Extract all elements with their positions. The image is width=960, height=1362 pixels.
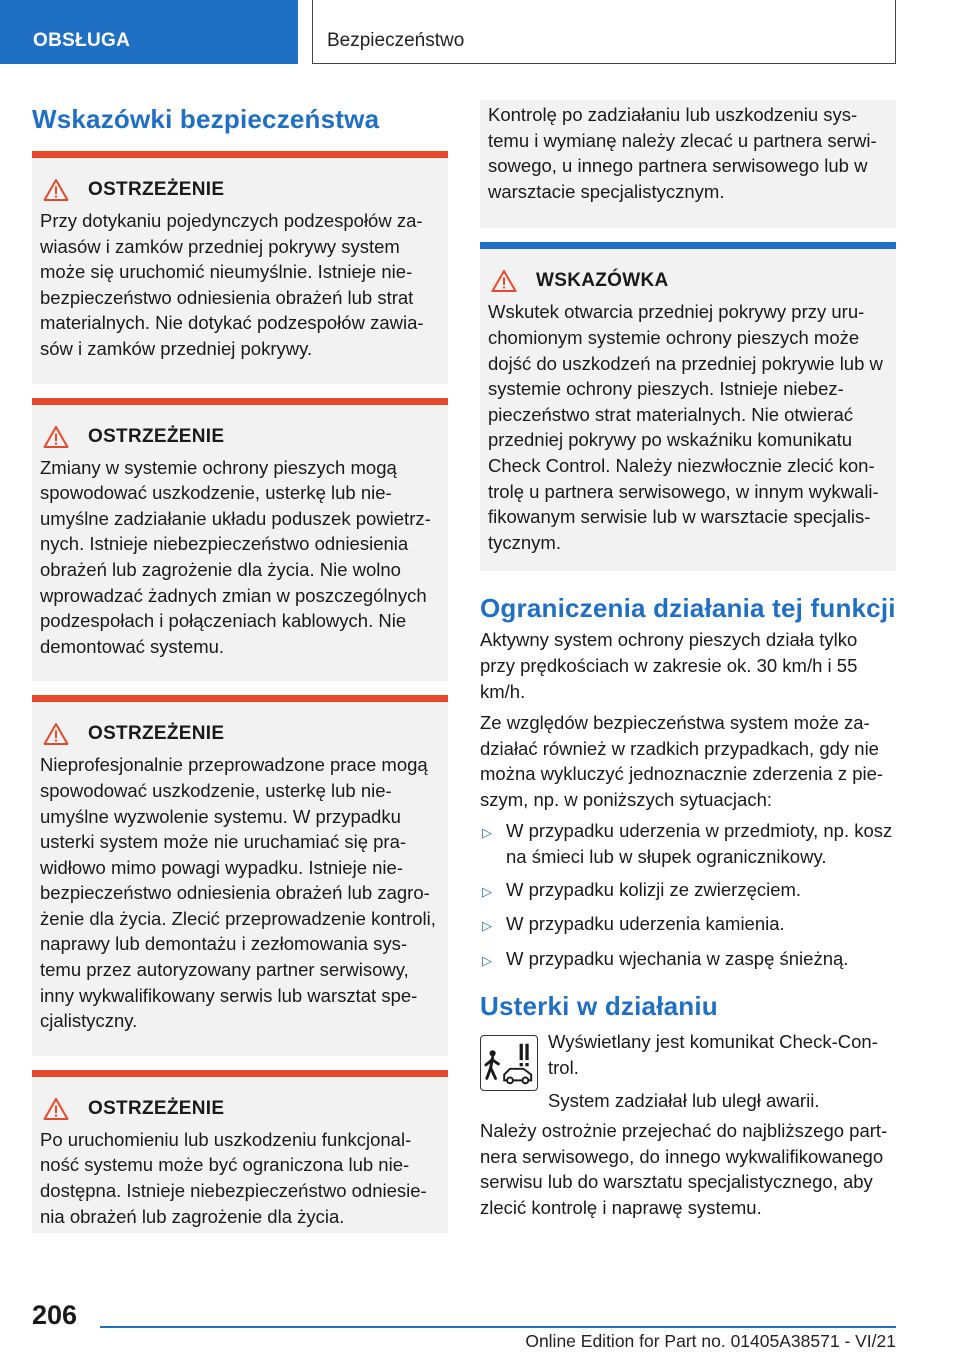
left-column <box>32 96 448 1233</box>
footer-divider <box>100 1326 896 1328</box>
fault-message-text: Wyświetlany jest komunikat Check-Control. <box>548 1031 878 1079</box>
continued-warning-text: Kontrolę po zadziałaniu lub uszkodzeniu systemu i wymianę należy zlecać u partnera serwisowego, u innego partnera serwisowego lub w warsztacie specjalistycznym. <box>488 104 877 202</box>
right-column <box>480 100 896 1227</box>
triangle-bullet-icon: ▷ <box>482 952 492 968</box>
warning-text: Zmiany w systemie ochrony pieszych mogą spowodować uszkodzenie, usterkę lub nieumyślne zadziałanie układu poduszek powietrznych. Istnieje niebezpieczeństwo odniesienia obrażeń lub zagrożenie dla życia. Nie wolno wprowadzać żadnych zmian w poszczególnych podzespołach i połączeniach kablowych. Nie demontować systemu. <box>40 456 431 657</box>
section-tab: OBSŁUGA <box>0 0 298 64</box>
chapter-tab: Bezpieczeństwo <box>312 0 896 64</box>
warning-text: Po uruchomieniu lub uszkodzeniu funkcjonalność systemu może być ograniczona lub niedostępna. Istnieje niebezpieczeństwo odniesienia obrażeń lub zagrożenie dla życia. <box>40 1128 427 1227</box>
limits-heading: Ograniczenia działania tej funkcji <box>480 593 896 624</box>
faults-heading: Usterki w działaniu <box>480 991 718 1022</box>
limits-paragraph: Aktywny system ochrony pieszych działa tylko przy prędkościach w zakresie ok. 30 km/h i 55 km/h. <box>480 629 858 702</box>
warning-title: OSTRZEŻENIE <box>88 425 225 447</box>
list-item: ▷ W przypadku wjechania w zaspę śnieżną. <box>480 946 896 974</box>
warning-box <box>32 695 448 1056</box>
triangle-bullet-icon: ▷ <box>482 883 492 899</box>
triangle-bullet-icon: ▷ <box>482 918 492 934</box>
warning-triangle-icon <box>43 425 69 449</box>
limits-list <box>480 818 896 973</box>
list-item: ▷ W przypadku kolizji ze zwierzęciem. <box>480 877 896 905</box>
warning-box <box>32 398 448 682</box>
warning-text: Przy dotykaniu pojedynczych podzespołów zawiasów i zamków przedniej pokrywy system może się uruchomić nieumyślnie. Istnieje niebezpieczeństwo odniesienia obrażeń lub strat materialnych. Nie dotykać podzespołów zawiasów i zamków przedniej pokrywy. <box>40 210 424 359</box>
note-title: WSKAZÓWKA <box>536 270 669 292</box>
warning-title: OSTRZEŻENIE <box>88 179 225 200</box>
warning-triangle-icon <box>491 269 517 293</box>
note-text: Wskutek otwarcia przedniej pokrywy przy uruchomionym systemie ochrony pieszych może dojść do uszkodzeń na przedniej pokrywie lub w systemie ochrony pieszych. Istnieje niebezpieczeństwo strat materialnych. Nie otwierać przedniej pokrywy po wskaźniku komunikatu Check Control. Należy niezwłocznie zlecić kontrolę u partnera serwisowego, w innym wykwalifikowanym serwisie lub w warsztacie specjalistycznym. <box>488 301 883 553</box>
continued-warning-box <box>480 100 896 228</box>
fault-message-row <box>480 1029 896 1120</box>
note-box <box>480 242 896 571</box>
page-header <box>0 0 960 64</box>
limits-paragraph: Ze względów bezpieczeństwa system może zadziałać również w rzadkich przypadkach, gdy nie można wykluczyć jednoznacznie zderzenia z pieszym, np. w poniższych sytuacjach: <box>480 712 884 810</box>
warning-title: OSTRZEŻENIE <box>88 1097 225 1119</box>
warning-triangle-icon <box>43 1097 69 1121</box>
warning-triangle-icon <box>43 178 69 202</box>
warning-triangle-icon <box>43 722 69 746</box>
warning-text: Nieprofesjonalnie przeprowadzone prace mogą spowodować uszkodzenie, usterkę lub nieumyślne wyzwolenie systemu. W przypadku usterki system może nie uruchamiać się prawidłowo mimo powagi wypadku. Istnieje niebezpieczeństwo odniesienia obrażeń lub zagrożenie dla życia. Zlecić przeprowadzenie kontroli, naprawy lub demontażu i zezłomowania systemu przez autoryzowany partner serwisowy, inny wykwalifikowany serwis lub warsztat specjalistyczny. <box>40 754 436 1032</box>
page-number: 206 <box>32 1300 78 1330</box>
fault-status-text: System zadziałał lub uległ awarii. <box>548 1089 820 1111</box>
warning-box <box>32 1070 448 1233</box>
pedestrian-protection-fault-icon <box>480 1035 538 1091</box>
footer-edition: Online Edition for Part no. 01405A38571 - VI/21 <box>525 1331 896 1351</box>
safety-heading: Wskazówki bezpieczeństwa <box>32 104 380 134</box>
list-item: ▷ W przypadku uderzenia kamienia. <box>480 911 896 939</box>
warning-title: OSTRZEŻENIE <box>88 723 225 745</box>
warning-box <box>32 151 448 384</box>
faults-paragraph: Należy ostrożnie przejechać do najbliższego partnera serwisowego, do innego wykwalifikowanego serwisu lub do warsztatu specjalistycznego, aby zlecić kontrolę i naprawę systemu. <box>480 1120 888 1218</box>
list-item: ▷ W przypadku uderzenia w przedmioty, np. kosz na śmieci lub w słupek ogranicznikowy. <box>480 818 896 869</box>
triangle-bullet-icon: ▷ <box>482 825 492 841</box>
